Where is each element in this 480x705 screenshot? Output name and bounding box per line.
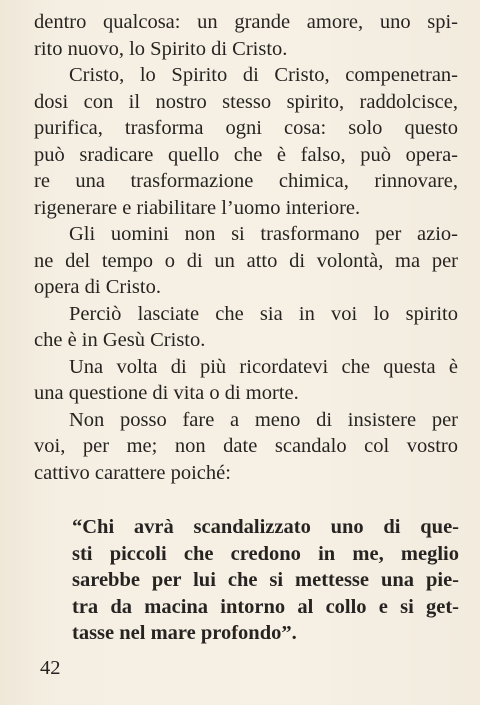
text-line: Cristo, lo Spirito di Cristo, compenetran- bbox=[69, 64, 458, 86]
text-line: dosi con il nostro stesso spirito, raddolcisce, bbox=[34, 90, 458, 113]
text-line: opera di Cristo. bbox=[34, 276, 161, 298]
text-line: ne del tempo o di un atto di volontà, ma per bbox=[34, 249, 458, 272]
quote-line: sarebbe per lui che si mettesse una pie- bbox=[72, 569, 459, 591]
quote-line: tra da macina intorno al collo e si get- bbox=[72, 595, 459, 618]
text-line: rigenerare e riabilitare l’uomo interiore. bbox=[34, 196, 361, 219]
text-line: può sradicare quello che è falso, può opera- bbox=[34, 143, 458, 166]
text-line: Una volta di più ricordatevi che questa è bbox=[69, 355, 458, 378]
quote-line: “Chi avrà scandalizzato uno di que- bbox=[72, 516, 459, 538]
paragraph bbox=[34, 221, 458, 301]
paragraph bbox=[34, 62, 458, 221]
body-text bbox=[34, 9, 458, 486]
text-line: rito nuovo, lo Spirito di Cristo. bbox=[34, 37, 288, 60]
text-line: cattivo carattere poiché: bbox=[34, 461, 231, 484]
paragraph bbox=[34, 354, 458, 407]
text-line: una questione di vita o di morte. bbox=[34, 382, 299, 404]
text-line: Perciò lasciate che sia in voi lo spirito bbox=[69, 302, 458, 325]
text-line: dentro qualcosa: un grande amore, uno spi- bbox=[34, 11, 458, 33]
text-line: purifica, trasforma ogni cosa: solo questo bbox=[34, 117, 458, 139]
text-line: voi, per me; non date scandalo col vostro bbox=[34, 435, 458, 457]
quote-line: sti piccoli che credono in me, meglio bbox=[72, 542, 459, 565]
text-line: che è in Gesù Cristo. bbox=[34, 329, 206, 351]
text-line: Gli uomini non si trasformano per azio- bbox=[69, 223, 458, 245]
text-line: re una trasformazione chimica, rinnovare, bbox=[34, 170, 458, 192]
bold-quotation bbox=[72, 514, 459, 647]
paragraph bbox=[34, 9, 458, 62]
paragraph bbox=[34, 407, 458, 487]
paragraph bbox=[34, 301, 458, 354]
text-line: Non posso fare a meno di insistere per bbox=[69, 408, 458, 431]
quote-line: tasse nel mare profondo”. bbox=[72, 622, 297, 644]
page-number: 42 bbox=[40, 657, 61, 679]
